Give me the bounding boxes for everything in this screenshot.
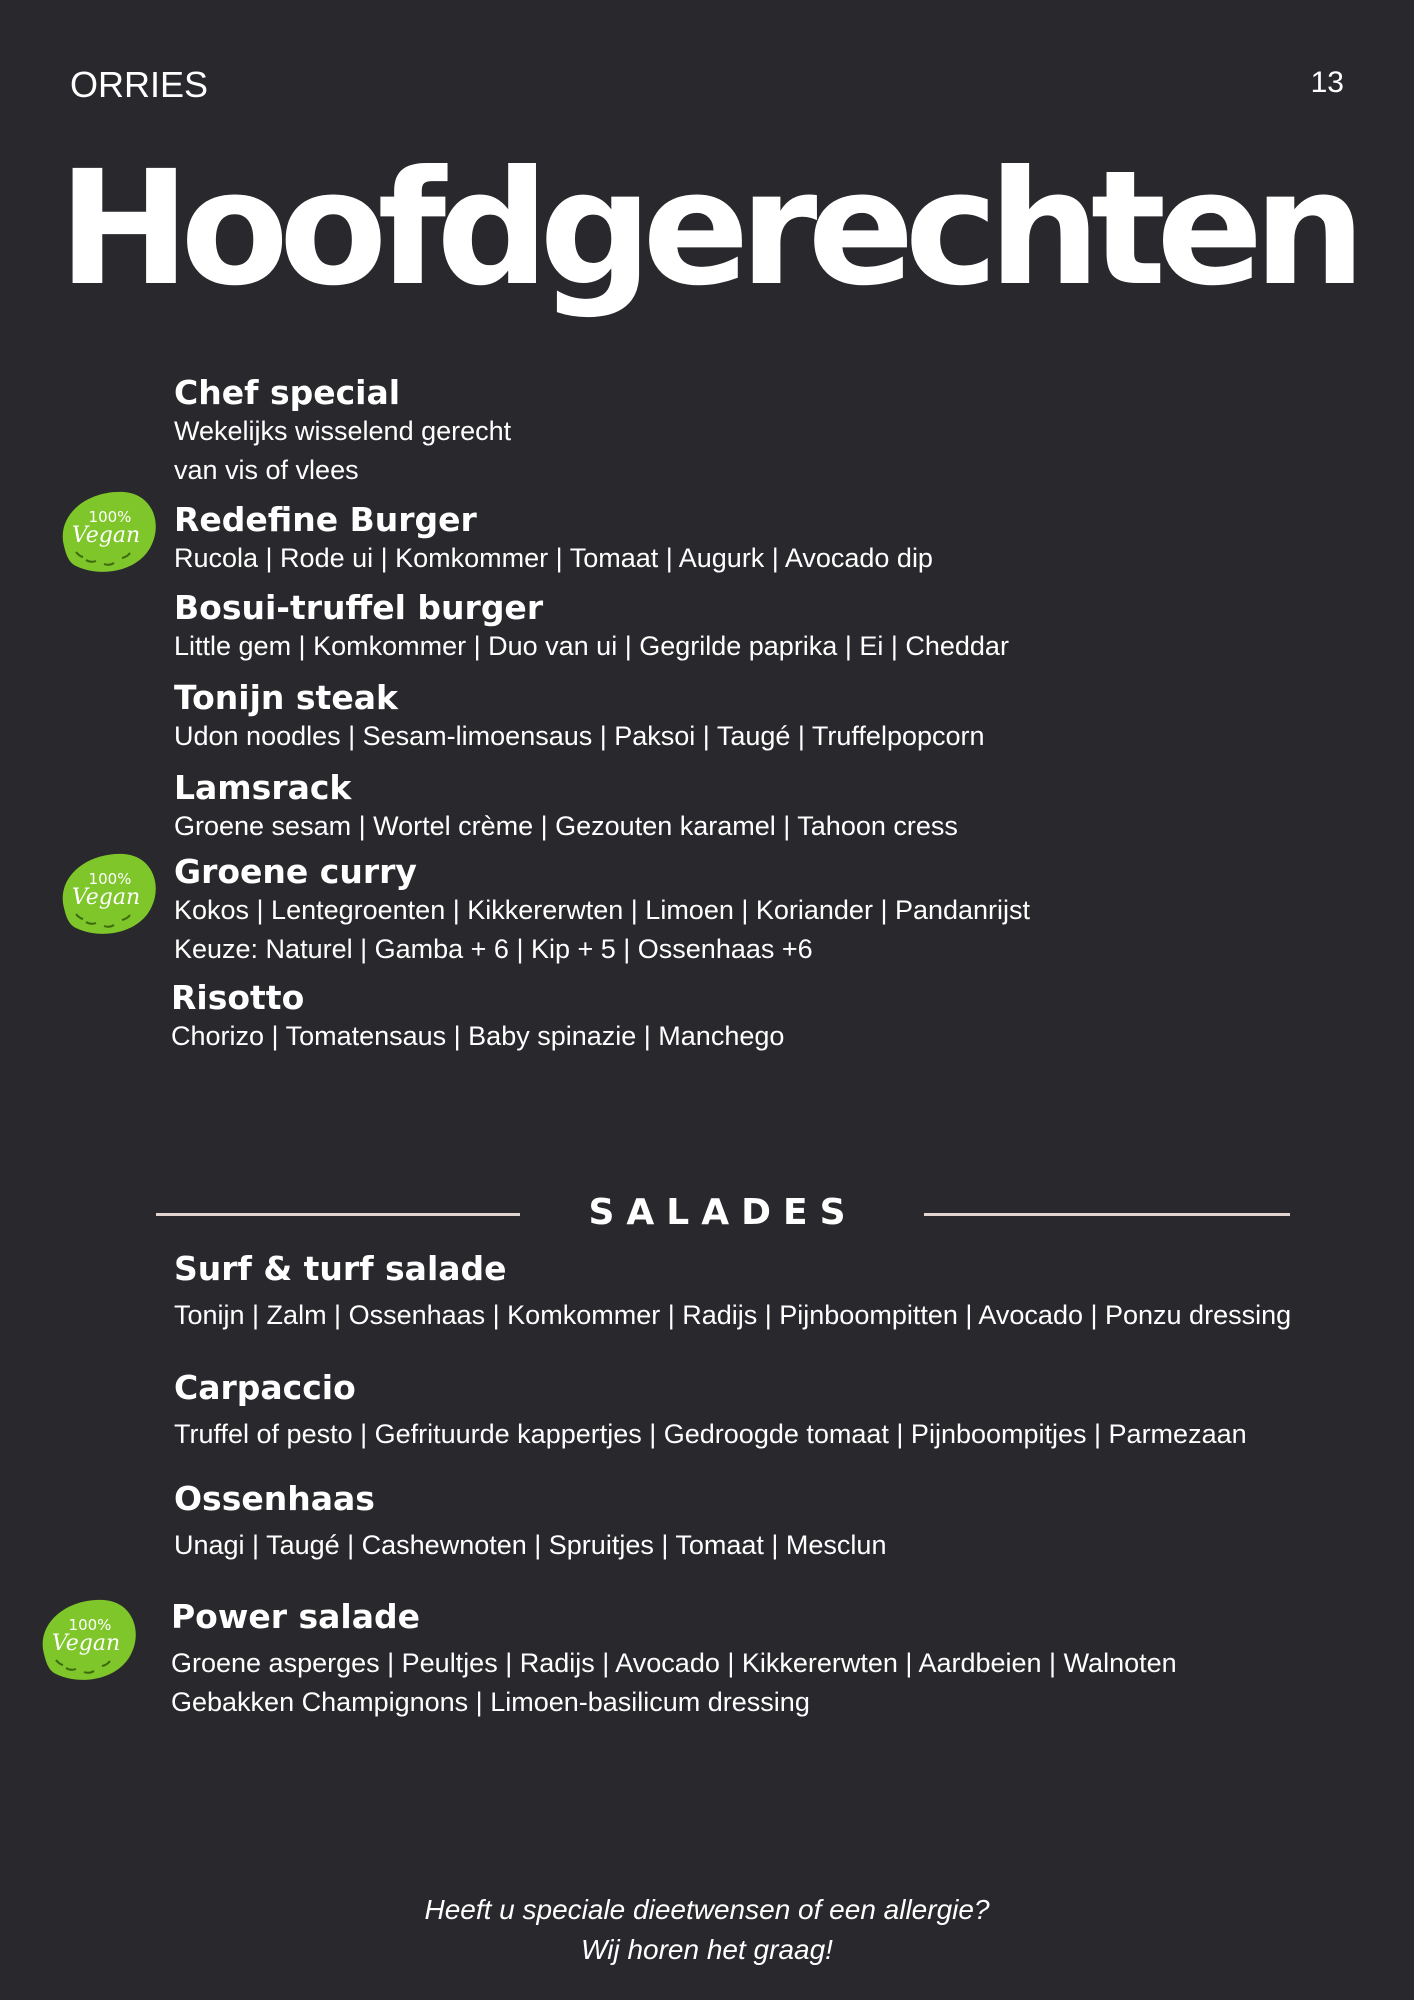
menu-item-name: Ossenhaas [174,1479,375,1518]
menu-item-name: Groene curry [174,852,417,891]
page-number: 13 [1310,66,1344,99]
menu-item-description: Rucola | Rode ui | Komkommer | Tomaat | Augurk | Avocado dip [174,543,933,573]
vegan-badge-icon [36,1594,138,1684]
menu-item-name: Redefine Burger [174,500,477,539]
menu-item-description: Tonijn | Zalm | Ossenhaas | Komkommer | Radijs | Pijnboompitten | Avocado | Ponzu dressing [174,1300,1292,1330]
menu-item-name: Tonijn steak [174,678,398,717]
section-header-salades [156,1186,1290,1242]
menu-item-description: Unagi | Taugé | Cashewnoten | Spruitjes | Tomaat | Mesclun [174,1530,887,1560]
vegan-badge-label: Vegan [51,1631,121,1656]
footer-line: Wij horen het graag! [581,1934,833,1965]
menu-item-name: Surf & turf salade [174,1249,507,1288]
menu-item-carpaccio [174,1369,1354,1454]
menu-item-name: Bosui-truffel burger [174,588,544,627]
menu-item-ossenhaas [174,1480,1354,1565]
menu-item-description: Chorizo | Tomatensaus | Baby spinazie | Manchego [171,1021,785,1051]
menu-item-description: Little gem | Komkommer | Duo van ui | Gegrilde paprika | Ei | Cheddar [174,631,1009,661]
menu-item-description: van vis of vlees [174,455,359,485]
menu-item-description: Udon noodles | Sesam-limoensaus | Paksoi | Taugé | Truffelpopcorn [174,721,985,751]
menu-item-name: Risotto [171,978,305,1017]
menu-item-risotto [171,979,1351,1056]
menu-item-name: Lamsrack [174,768,352,807]
page-title: Hoofdgerechten [58,137,1356,321]
brand-name: ORRIES [70,64,209,105]
menu-item-chef-special [174,374,1354,490]
menu-item-power-salade [171,1598,1351,1722]
section-title: SALADES [588,1192,858,1233]
menu-item-description: Truffel of pesto | Gefrituurde kappertjes | Gedroogde tomaat | Pijnboompitjes | Parmezaan [174,1419,1247,1449]
divider-line [924,1213,1290,1216]
menu-item-name: Carpaccio [174,1368,356,1407]
vegan-badge-icon [36,1594,138,1684]
menu-item-tonijn-steak [174,679,1354,756]
vegan-badge-icon [56,848,158,938]
menu-item-name: Power salade [171,1597,420,1636]
menu-item-surf-turf-salade [174,1250,1354,1335]
vegan-badge-percent: 100% [68,1616,112,1634]
menu-item-lamsrack [174,769,1354,846]
footer-line: Heeft u speciale dieetwensen of een allergie? [424,1894,990,1925]
menu-item-description: Wekelijks wisselend gerecht [174,416,512,446]
vegan-badge-icon [56,486,158,576]
vegan-badge-percent: 100% [88,870,132,888]
menu-item-description: Gebakken Champignons | Limoen-basilicum dressing [171,1687,810,1717]
vegan-badge-icon [56,848,158,938]
vegan-badge-percent: 100% [88,508,132,526]
menu-item-bosui-truffel-burger [174,589,1354,666]
menu-item-description: Groene asperges | Peultjes | Radijs | Avocado | Kikkererwten | Aardbeien | Walnoten [171,1648,1177,1678]
menu-item-description: Kokos | Lentegroenten | Kikkererwten | Limoen | Koriander | Pandanrijst [174,895,1031,925]
menu-item-description: Groene sesam | Wortel crème | Gezouten karamel | Tahoon cress [174,811,958,841]
menu-item-groene-curry [174,853,1354,969]
vegan-badge-icon [56,486,158,576]
vegan-badge-label: Vegan [71,885,141,910]
menu-item-name: Chef special [174,373,401,412]
menu-item-description: Keuze: Naturel | Gamba + 6 | Kip + 5 | Ossenhaas +6 [174,934,813,964]
vegan-badge-label: Vegan [71,523,141,548]
footer-note [0,1890,1414,1970]
menu-item-redefine-burger [174,501,1354,578]
